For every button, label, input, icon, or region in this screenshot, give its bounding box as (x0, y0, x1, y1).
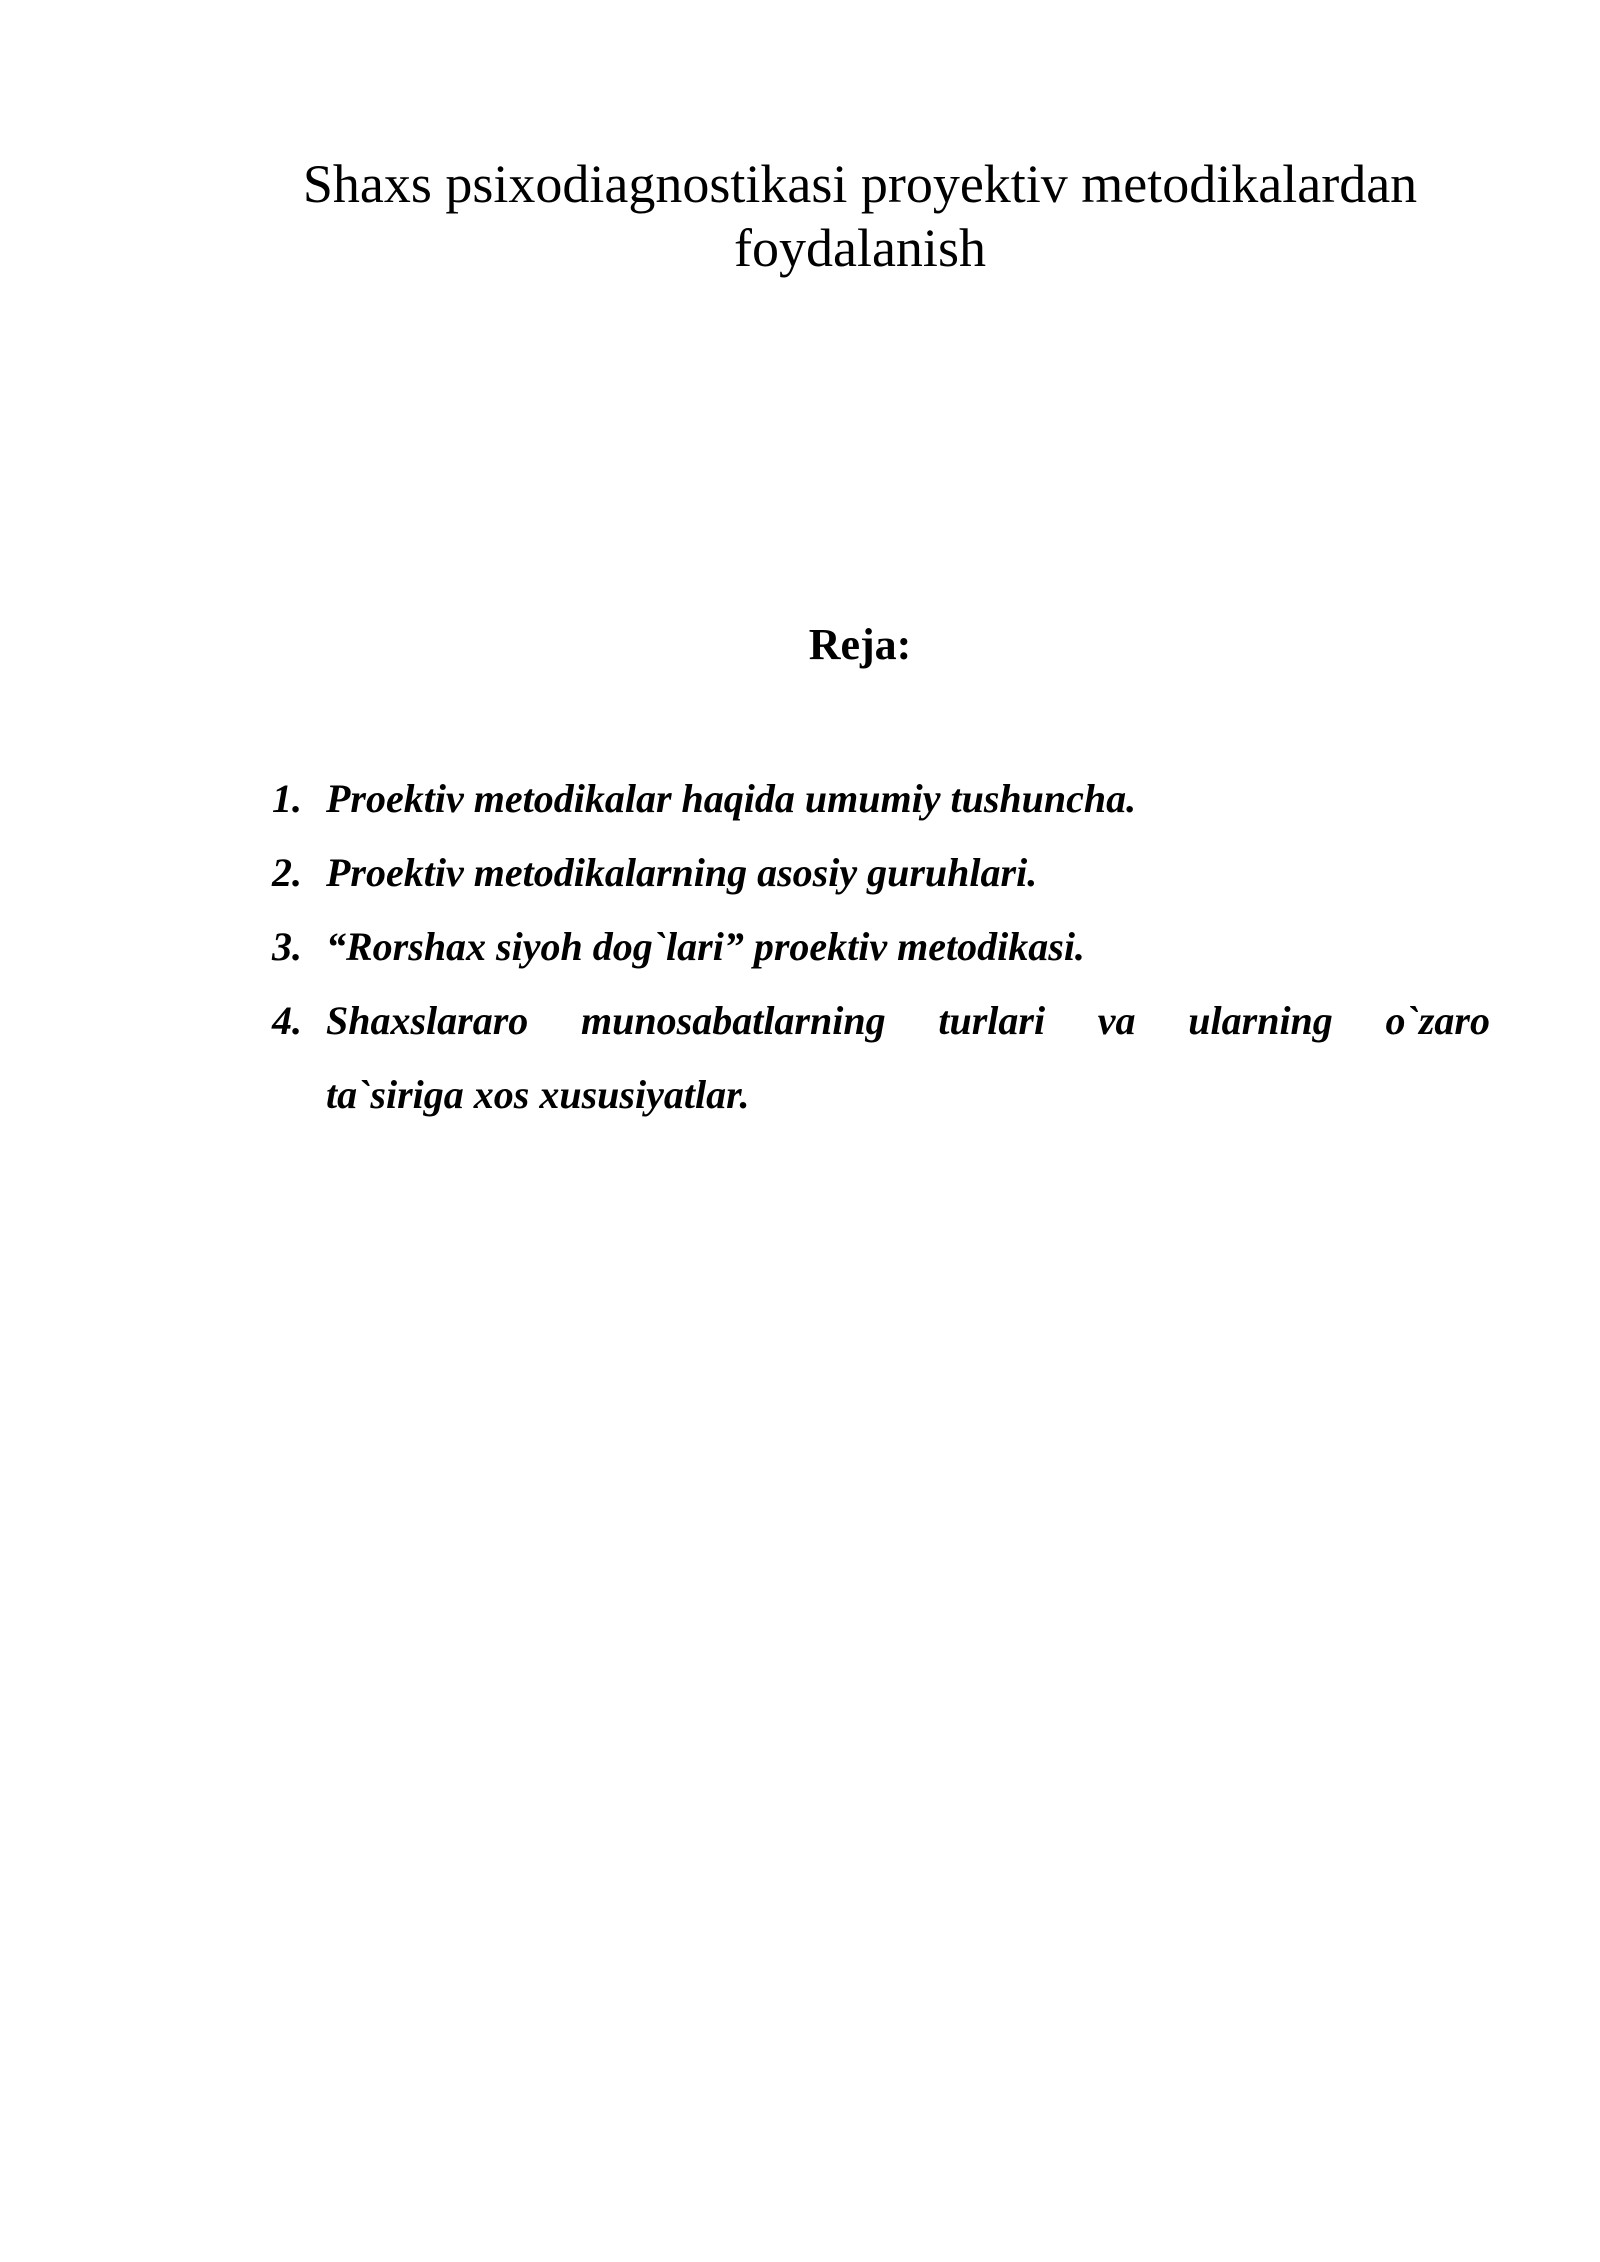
plan-item-3 (272, 910, 1490, 984)
plan-item-number: 1. (272, 776, 302, 821)
plan-item-text: Proektiv metodikalarning asosiy guruhlari. (326, 850, 1038, 895)
plan-item-text: “Rorshax siyoh dog`lari” proektiv metodikasi. (326, 924, 1085, 969)
plan-item-text: Proektiv metodikalar haqida umumiy tushuncha. (326, 776, 1137, 821)
plan-item-text-line-1: Shaxslararo munosabatlarning turlari va ularning o`zaro (326, 998, 1490, 1043)
title-line-2: foydalanish (734, 218, 986, 278)
plan-list (272, 762, 1490, 1132)
plan-item-text-line-2: ta`siriga xos xususiyatlar. (326, 1072, 750, 1117)
plan-item-number: 3. (272, 924, 302, 969)
document-title (200, 152, 1520, 280)
plan-item-1 (272, 762, 1490, 836)
plan-item-4 (272, 984, 1490, 1132)
plan-item-2 (272, 836, 1490, 910)
plan-item-number: 2. (272, 850, 302, 895)
plan-heading: Reja: (808, 620, 912, 669)
plan-item-number: 4. (272, 998, 302, 1043)
title-line-1: Shaxs psixodiagnostikasi proyektiv metodikalardan (302, 154, 1418, 214)
plan-item-text (326, 984, 1490, 1132)
